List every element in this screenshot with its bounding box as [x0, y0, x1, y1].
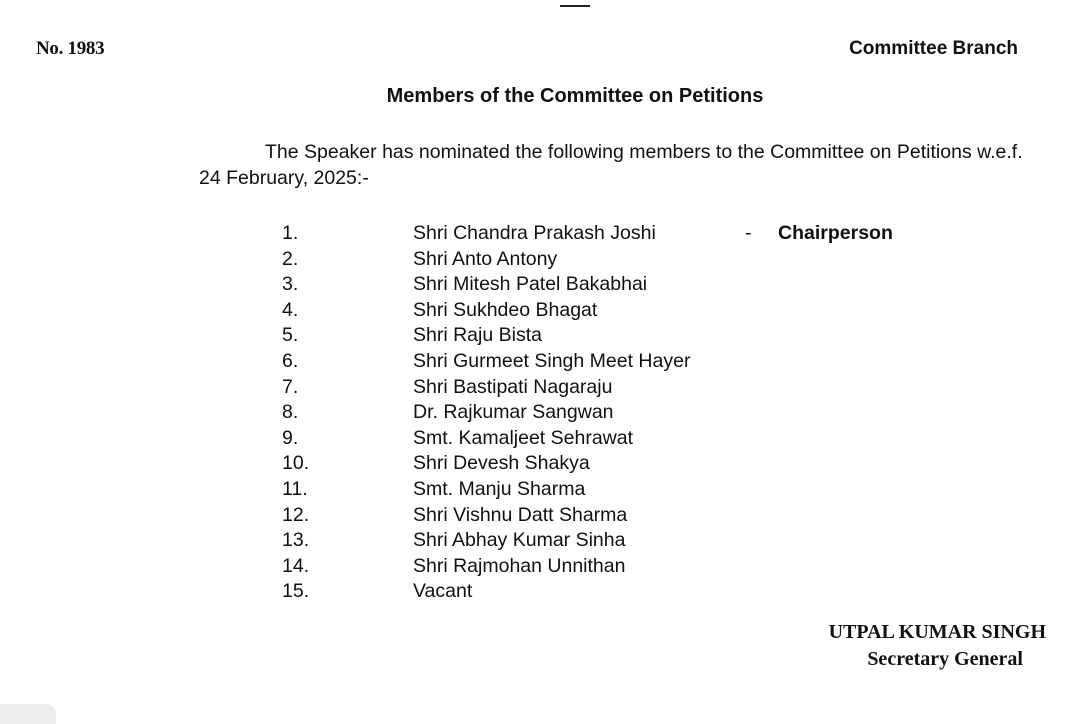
member-number: 9. [282, 426, 299, 449]
list-item [0, 528, 1080, 554]
list-item [0, 272, 1080, 298]
signatory-name: UTPAL KUMAR SINGH [828, 621, 1046, 643]
member-number: 12. [282, 503, 310, 526]
list-item [0, 477, 1080, 503]
member-name: Shri Raju Bista [413, 324, 542, 347]
member-name: Shri Devesh Shakya [413, 452, 590, 475]
list-item [0, 426, 1080, 452]
document-title: Members of the Committee on Petitions [386, 85, 764, 107]
corner-overlay [0, 704, 56, 724]
member-name: Dr. Rajkumar Sangwan [413, 401, 614, 424]
signatory-designation: Secretary General [867, 648, 1023, 670]
member-name: Shri Chandra Prakash Joshi [413, 222, 656, 244]
header-rule-mark [560, 0, 590, 7]
member-number: 3. [282, 273, 299, 296]
list-item [0, 400, 1080, 426]
member-number: 13. [282, 529, 310, 552]
member-number: 10. [282, 452, 310, 475]
member-name: Shri Bastipati Nagaraju [413, 375, 613, 398]
members-list [0, 221, 1080, 605]
list-item [0, 298, 1080, 324]
branch-name: Committee Branch [849, 38, 1018, 59]
member-name: Shri Vishnu Datt Sharma [413, 503, 628, 526]
list-item [0, 554, 1080, 580]
member-number: 6. [282, 349, 299, 372]
member-name: Shri Mitesh Patel Bakabhai [413, 273, 648, 296]
member-number: 11. [282, 477, 308, 500]
member-number: 14. [282, 554, 310, 577]
list-item [0, 221, 1080, 247]
list-item [0, 451, 1080, 477]
member-name: Shri Sukhdeo Bhagat [413, 298, 598, 321]
list-item [0, 579, 1080, 605]
member-number: 8. [282, 401, 299, 424]
member-name: Vacant [413, 580, 473, 603]
member-name: Smt. Manju Sharma [413, 477, 586, 500]
member-role: Chairperson [778, 222, 893, 244]
member-name: Smt. Kamaljeet Sehrawat [413, 426, 634, 449]
intro-paragraph: The Speaker has nominated the following members to the Committee on Petitions w.e.f. 24 February, 2025:- [199, 141, 1023, 189]
member-number: 5. [282, 324, 299, 347]
bulletin-number: No. 1983 [36, 38, 105, 59]
list-item [0, 375, 1080, 401]
member-number: 4. [282, 298, 299, 321]
member-name: Shri Abhay Kumar Sinha [413, 529, 626, 552]
list-item [0, 323, 1080, 349]
role-separator: - [745, 222, 752, 244]
member-number: 7. [282, 375, 299, 398]
list-item [0, 349, 1080, 375]
member-number: 15. [282, 580, 310, 603]
member-name: Shri Gurmeet Singh Meet Hayer [413, 349, 691, 372]
member-number: 1. [282, 222, 299, 244]
list-item [0, 247, 1080, 273]
member-name: Shri Rajmohan Unnithan [413, 554, 626, 577]
list-item [0, 503, 1080, 529]
member-number: 2. [282, 247, 299, 270]
member-name: Shri Anto Antony [413, 247, 558, 270]
